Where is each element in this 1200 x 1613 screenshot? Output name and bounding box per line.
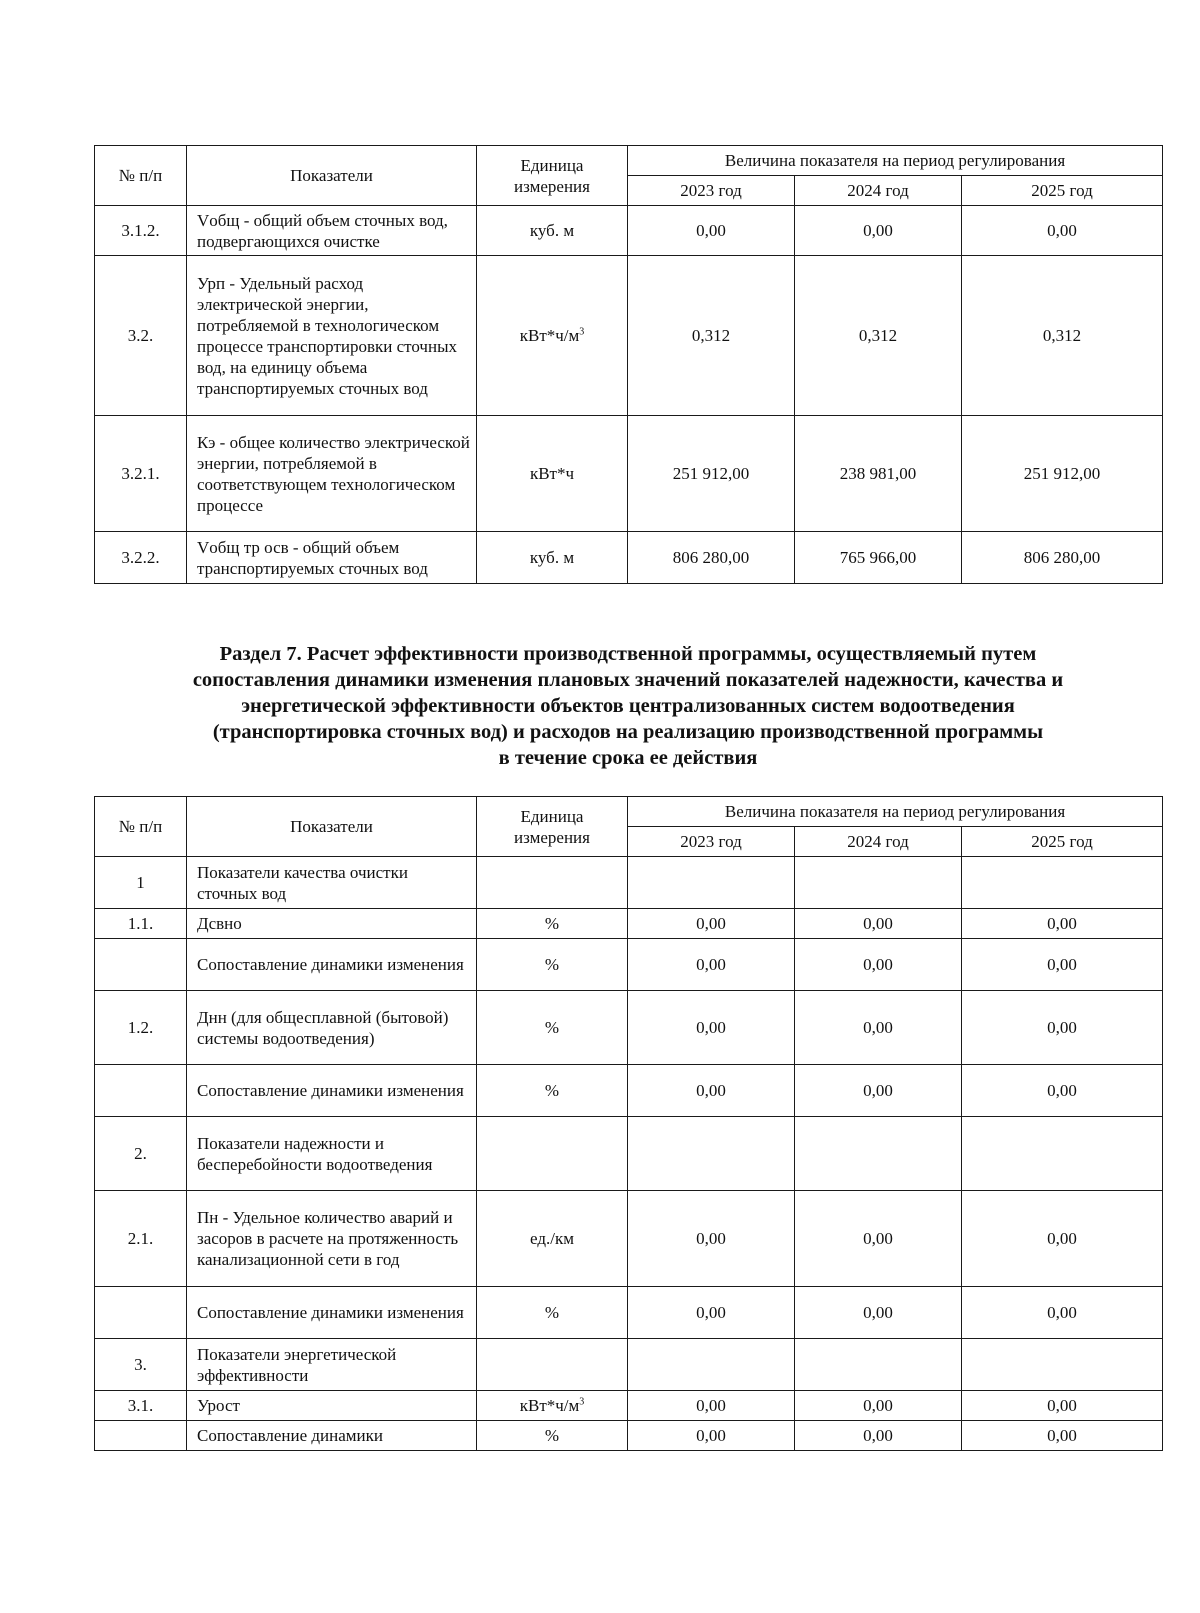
- table-row: [95, 1065, 1163, 1117]
- row-value: 0,00: [795, 939, 962, 991]
- row-unit: [477, 256, 628, 416]
- row-value: [962, 1339, 1163, 1391]
- row-unit: [477, 991, 628, 1065]
- row-value: 0,00: [962, 1421, 1163, 1451]
- row-indicator: Днн (для общесплавной (бытовой) системы водоотведения): [187, 991, 477, 1065]
- row-unit: [477, 1117, 628, 1191]
- header-indicator: Показатели: [187, 797, 477, 857]
- row-num: 1.2.: [95, 991, 187, 1065]
- unit-text: %: [544, 955, 560, 974]
- row-indicator: Показатели энергетической эффективности: [187, 1339, 477, 1391]
- table-row: [95, 1117, 1163, 1191]
- row-indicator: Показатели качества очистки сточных вод: [187, 857, 477, 909]
- row-value: 0,00: [795, 1287, 962, 1339]
- row-indicator: Сопоставление динамики изменения: [187, 939, 477, 991]
- table-row: [95, 991, 1163, 1065]
- indicators-table-1: [94, 145, 1163, 584]
- table-row: [95, 1287, 1163, 1339]
- row-unit: [477, 1339, 628, 1391]
- row-value: 0,00: [795, 1421, 962, 1451]
- unit-text: кВт*ч/м: [519, 326, 580, 345]
- row-value: 0,00: [795, 1391, 962, 1421]
- row-num: 3.2.2.: [95, 532, 187, 584]
- row-value: 0,312: [962, 256, 1163, 416]
- row-value: 0,312: [628, 256, 795, 416]
- table-row: [95, 857, 1163, 909]
- unit-text: куб. м: [529, 221, 575, 240]
- row-value: 0,312: [795, 256, 962, 416]
- header-num: № п/п: [95, 797, 187, 857]
- row-value: [628, 857, 795, 909]
- row-value: 0,00: [962, 1391, 1163, 1421]
- unit-text: %: [544, 1081, 560, 1100]
- row-unit: [477, 909, 628, 939]
- table-row: [95, 1339, 1163, 1391]
- row-value: [962, 857, 1163, 909]
- row-unit: [477, 1065, 628, 1117]
- table-row: [95, 1391, 1163, 1421]
- row-value: 0,00: [962, 939, 1163, 991]
- row-unit: [477, 1391, 628, 1421]
- row-unit: [477, 206, 628, 256]
- row-value: 0,00: [628, 206, 795, 256]
- row-value: 0,00: [628, 909, 795, 939]
- header-unit: Единица измерения: [477, 797, 628, 857]
- row-value: 0,00: [628, 939, 795, 991]
- unit-superscript: 3: [579, 1396, 585, 1408]
- row-value: 0,00: [795, 991, 962, 1065]
- row-indicator: Пн - Удельное количество аварий и засоров в расчете на протяженность канализационной сети в год: [187, 1191, 477, 1287]
- row-indicator: Кэ - общее количество электрической энергии, потребляемой в соответствующем технологическом процессе: [187, 416, 477, 532]
- heading-line: сопоставления динамики изменения плановых значений показателей надежности, качества и: [192, 669, 1064, 691]
- table-row: [95, 1191, 1163, 1287]
- table-row: [95, 256, 1163, 416]
- row-value: 238 981,00: [795, 416, 962, 532]
- heading-line: Раздел 7. Расчет эффективности производственной программы, осуществляемый путем: [219, 643, 1037, 665]
- row-value: 0,00: [795, 909, 962, 939]
- row-num: [95, 1421, 187, 1451]
- row-indicator: Дсвно: [187, 909, 477, 939]
- row-unit: [477, 1421, 628, 1451]
- row-unit: [477, 532, 628, 584]
- row-num: 2.1.: [95, 1191, 187, 1287]
- unit-text: кВт*ч/м: [519, 1396, 580, 1415]
- row-value: 0,00: [628, 1391, 795, 1421]
- row-num: [95, 1287, 187, 1339]
- header-year: 2023 год: [628, 827, 795, 857]
- table-row: [95, 532, 1163, 584]
- table-row: [95, 416, 1163, 532]
- table-row: [95, 939, 1163, 991]
- heading-line: в течение срока ее действия: [498, 747, 758, 769]
- row-num: 3.1.: [95, 1391, 187, 1421]
- header-num: № п/п: [95, 146, 187, 206]
- table-row: [95, 1421, 1163, 1451]
- unit-text: %: [544, 1018, 560, 1037]
- row-value: 0,00: [628, 1191, 795, 1287]
- row-value: 0,00: [795, 206, 962, 256]
- row-value: 0,00: [962, 1191, 1163, 1287]
- unit-text: %: [544, 914, 560, 933]
- row-num: 3.2.: [95, 256, 187, 416]
- table-row: [95, 206, 1163, 256]
- unit-text: кВт*ч: [529, 464, 575, 483]
- row-value: [962, 1117, 1163, 1191]
- row-num: 3.1.2.: [95, 206, 187, 256]
- row-unit: [477, 416, 628, 532]
- row-value: 0,00: [962, 1287, 1163, 1339]
- row-num: 1: [95, 857, 187, 909]
- header-year: 2023 год: [628, 176, 795, 206]
- table-row: [95, 909, 1163, 939]
- header-year: 2025 год: [962, 176, 1163, 206]
- row-value: 251 912,00: [962, 416, 1163, 532]
- row-value: 0,00: [795, 1191, 962, 1287]
- row-value: 765 966,00: [795, 532, 962, 584]
- header-year: 2024 год: [795, 827, 962, 857]
- row-indicator: Сопоставление динамики изменения: [187, 1065, 477, 1117]
- row-value: 0,00: [628, 991, 795, 1065]
- unit-text: куб. м: [529, 548, 575, 567]
- row-indicator: Vобщ тр осв - общий объем транспортируемых сточных вод: [187, 532, 477, 584]
- row-num: 2.: [95, 1117, 187, 1191]
- row-value: [795, 1339, 962, 1391]
- header-indicator: Показатели: [187, 146, 477, 206]
- row-value: [795, 1117, 962, 1191]
- row-value: 0,00: [962, 1065, 1163, 1117]
- row-value: 251 912,00: [628, 416, 795, 532]
- header-year: 2024 год: [795, 176, 962, 206]
- row-value: 0,00: [962, 206, 1163, 256]
- row-value: 0,00: [962, 909, 1163, 939]
- row-unit: [477, 1191, 628, 1287]
- row-num: [95, 939, 187, 991]
- heading-line: (транспортировка сточных вод) и расходов на реализацию производственной программы: [212, 721, 1044, 743]
- header-unit: Единица измерения: [477, 146, 628, 206]
- row-value: 806 280,00: [962, 532, 1163, 584]
- row-num: 3.: [95, 1339, 187, 1391]
- header-period: Величина показателя на период регулирования: [628, 146, 1163, 176]
- row-value: [795, 857, 962, 909]
- header-period: Величина показателя на период регулирования: [628, 797, 1163, 827]
- row-indicator: Показатели надежности и бесперебойности водоотведения: [187, 1117, 477, 1191]
- row-unit: [477, 939, 628, 991]
- header-year: 2025 год: [962, 827, 1163, 857]
- row-indicator: Урп - Удельный расход электрической энергии, потребляемой в технологическом процессе транспортировки сточных вод, на единицу объема транспортируемых сточных вод: [187, 256, 477, 416]
- row-value: 0,00: [795, 1065, 962, 1117]
- row-indicator: Сопоставление динамики: [187, 1421, 477, 1451]
- row-value: 0,00: [962, 991, 1163, 1065]
- unit-superscript: 3: [579, 326, 585, 338]
- row-unit: [477, 1287, 628, 1339]
- unit-text: %: [544, 1303, 560, 1322]
- heading-line: энергетической эффективности объектов централизованных систем водоотведения: [241, 695, 1015, 717]
- row-value: 806 280,00: [628, 532, 795, 584]
- section-7-heading: [94, 641, 1162, 771]
- unit-text: ед./км: [530, 1229, 574, 1248]
- row-value: [628, 1117, 795, 1191]
- row-num: [95, 1065, 187, 1117]
- row-value: [628, 1339, 795, 1391]
- row-indicator: Vобщ - общий объем сточных вод, подвергающихся очистке: [187, 206, 477, 256]
- unit-text: %: [544, 1426, 560, 1445]
- indicators-table-2: [94, 796, 1163, 1451]
- row-value: 0,00: [628, 1065, 795, 1117]
- row-num: 3.2.1.: [95, 416, 187, 532]
- row-unit: [477, 857, 628, 909]
- row-value: 0,00: [628, 1421, 795, 1451]
- row-num: 1.1.: [95, 909, 187, 939]
- row-value: 0,00: [628, 1287, 795, 1339]
- row-indicator: Урост: [187, 1391, 477, 1421]
- row-indicator: Сопоставление динамики изменения: [187, 1287, 477, 1339]
